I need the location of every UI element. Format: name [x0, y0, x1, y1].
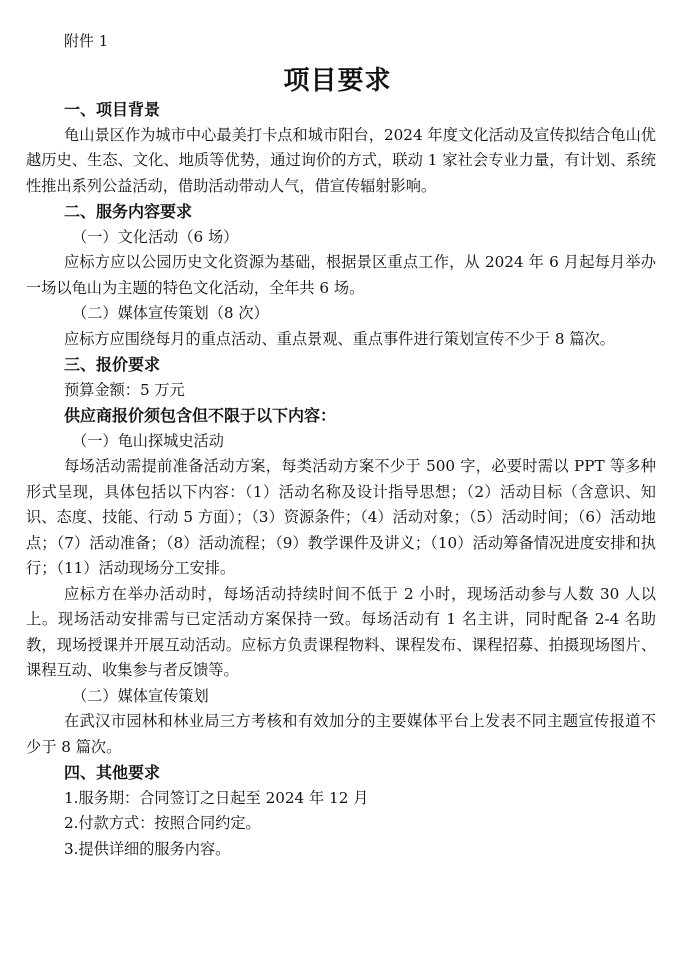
subheading-city-history-activity: （一）龟山探城史活动 — [72, 431, 224, 450]
paragraph-activity-plan: 每场活动需提前准备活动方案，每类活动方案不少于 500 字，必要时需以 PPT 等多种形式呈现，具体包括以下内容：（1）活动名称及设计指导思想；（2）活动目标（含意识、知识、态度、技能、行动 5 方面）；（3）资源条件；（4）活动对象；（5）活动时间；（6）活动地点；（7）活动准备；（8）活动流程；（9）教学课件及讲义；（10）活动筹备情况进度安排和执行；（11）活动现场分工安排。 — [26, 457, 656, 577]
list-item-details: 3.提供详细的服务内容。 — [64, 839, 231, 858]
page-title: 项目要求 — [283, 66, 392, 96]
section-heading-service: 二、服务内容要求 — [64, 202, 193, 221]
section-heading-quotation: 三、报价要求 — [64, 355, 161, 374]
section-heading-background: 一、项目背景 — [64, 100, 161, 119]
budget-line: 预算金额：5 万元 — [64, 380, 185, 399]
paragraph-activity-execution: 应标方在举办活动时，每场活动持续时间不低于 2 小时，现场活动参与人数 30 人以上。现场活动安排需与已定活动方案保持一致。每场活动有 1 名主讲，同时配备 2-4 名助教，现场授课并开展互动活动。应标方负责课程物料、课程发布、课程招募、拍摄现场图片、课程互动、收集参与者反馈等。 — [26, 584, 656, 679]
list-item-payment: 2.付款方式：按照合同约定。 — [64, 814, 261, 832]
paragraph-media-planning: 应标方应围绕每月的重点活动、重点景观、重点事件进行策划宣传不少于 8 篇次。 — [64, 329, 615, 348]
attachment-label: 附件 1 — [64, 32, 109, 50]
section-heading-other: 四、其他要求 — [64, 763, 161, 782]
subheading-media-planning-2: （二）媒体宣传策划 — [72, 686, 209, 705]
document-body — [26, 97, 656, 862]
list-item-service-period: 1.服务期：合同签订之日起至 2024 年 12 月 — [64, 788, 369, 807]
subheading-cultural-activities: （一）文化活动（6 场） — [72, 227, 239, 246]
subheading-media-planning: （二）媒体宣传策划（8 次） — [72, 304, 269, 322]
paragraph-media-reports: 在武汉市园林和林业局三方考核和有效加分的主要媒体平台上发表不同主题宣传报道不少于 8 篇次。 — [26, 712, 656, 756]
paragraph-background: 龟山景区作为城市中心最美打卡点和城市阳台，2024 年度文化活动及宣传拟结合龟山优越历史、生态、文化、地质等优势，通过询价的方式，联动 1 家社会专业力量，有计划、系统性推出系列公益活动，借助活动带动人气，借宣传辐射影响。 — [26, 125, 656, 195]
paragraph-cultural-activities: 应标方应以公园历史文化资源为基础，根据景区重点工作，从 2024 年 6 月起每月举办一场以龟山为主题的特色文化活动，全年共 6 场。 — [26, 253, 656, 297]
quotation-contents-heading: 供应商报价须包含但不限于以下内容： — [64, 406, 337, 425]
